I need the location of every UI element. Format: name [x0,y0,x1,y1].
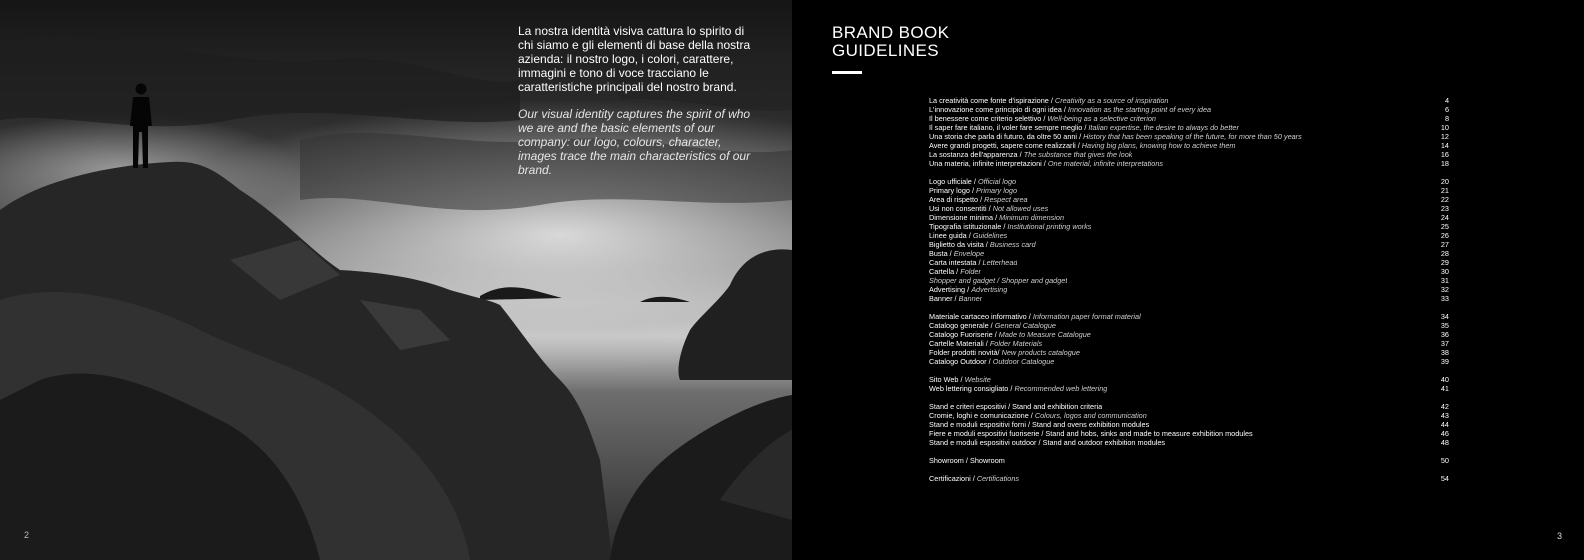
toc-entry-page-number: 34 [1440,312,1449,321]
intro-italian: La nostra identità visiva cattura lo spirito di chi siamo e gli elementi di base della nostra azienda: il nostro logo, i colori, carattere, immagini e tono di voce tracciano le caratteristiche principali del nostro brand. [518,24,751,94]
toc-entry-english: Folder [960,267,981,276]
toc-entry-english: Letterhead [982,258,1018,267]
toc-entry-italian: Una storia che parla di futuro, da oltre 50 anni / [929,132,1084,141]
toc-entry-english: Certifications [976,474,1020,483]
toc-entry[interactable] [929,420,1449,429]
toc-entry-italian: Catalogo generale / [929,321,995,330]
toc-entry[interactable] [929,132,1449,141]
toc-entry-italian: Avere grandi progetti, sapere come realizzarli / [929,141,1082,150]
title-line-2: GUIDELINES [832,41,939,60]
toc-entry[interactable] [929,267,1449,276]
toc-entry[interactable] [929,429,1449,438]
toc-entry[interactable] [929,195,1449,204]
toc-entry-page-number: 37 [1440,339,1449,348]
toc-entry-page-number: 43 [1440,411,1449,420]
toc-entry-english: Minimum dimension [999,213,1065,222]
toc-entry-english: Having big plans, knowing how to achieve them [1081,141,1236,150]
toc-entry-label [929,249,984,258]
toc-group [929,96,1449,168]
toc-entry-page-number: 38 [1440,348,1449,357]
toc-entry[interactable] [929,177,1449,186]
toc-entry-italian: Sito Web / [929,375,965,384]
toc-entry-label [929,204,1048,213]
toc-entry[interactable] [929,402,1449,411]
toc-entry-label [929,114,1156,123]
toc-entry-english: Primary logo [976,186,1018,195]
toc-entry-english: Institutional printing works [1007,222,1092,231]
toc-entry-english: Recommended web lettering [1014,384,1108,393]
toc-entry-italian: Catalogo Outdoor / [929,357,993,366]
toc-entry-english: New products catalogue [1001,348,1080,357]
toc-entry-label [929,258,1017,267]
toc-entry-label [929,195,1028,204]
toc-entry-page-number: 23 [1440,204,1449,213]
intro-text-block [518,24,758,190]
toc-entry-page-number: 41 [1440,384,1449,393]
toc-entry-page-number: 24 [1440,213,1449,222]
toc-entry-label [929,186,1017,195]
toc-entry-italian: La sostanza dell'apparenza / [929,150,1024,159]
table-of-contents [929,96,1449,492]
toc-entry[interactable] [929,321,1449,330]
toc-entry-page-number: 31 [1440,276,1449,285]
toc-entry[interactable] [929,330,1449,339]
toc-entry-label [929,177,1016,186]
toc-entry-page-number: 18 [1440,159,1449,168]
toc-entry-english: The substance that gives the look [1023,150,1133,159]
toc-entry-english: General Catalogue [994,321,1056,330]
toc-entry-label [929,411,1147,420]
toc-entry-label [929,321,1056,330]
toc-entry-italian: Cromie, loghi e comunicazione / [929,411,1035,420]
toc-entry-label [929,429,1253,438]
toc-entry-page-number: 28 [1440,249,1449,258]
toc-entry[interactable] [929,258,1449,267]
toc-entry-english: Information paper format material [1032,312,1141,321]
toc-entry-label [929,375,991,384]
toc-entry-label [929,240,1036,249]
toc-entry-page-number: 40 [1440,375,1449,384]
toc-entry[interactable] [929,222,1449,231]
title-underline [832,71,862,74]
toc-entry-page-number: 35 [1440,321,1449,330]
toc-entry-page-number: 21 [1440,186,1449,195]
toc-entry-label [929,402,1102,411]
toc-entry-page-number: 33 [1440,294,1449,303]
toc-entry-english: Banner [958,294,983,303]
toc-entry-italian: Materiale cartaceo informativo / [929,312,1033,321]
toc-entry-label [929,123,1239,132]
toc-entry-italian: Una materia, infinite interpretazioni / [929,159,1048,168]
toc-entry-italian: Advertising / [929,285,972,294]
toc-entry[interactable] [929,357,1449,366]
toc-entry[interactable] [929,474,1449,483]
toc-entry-page-number: 25 [1440,222,1449,231]
toc-entry-label [929,384,1107,393]
toc-entry-label [929,339,1042,348]
toc-entry-english: Colours, logos and communication [1034,411,1147,420]
toc-entry-label [929,438,1165,447]
toc-entry-italian: Web lettering consigliato / [929,384,1015,393]
toc-entry[interactable] [929,249,1449,258]
toc-entry-english: Folder Materials [989,339,1043,348]
toc-entry[interactable] [929,159,1449,168]
toc-entry-english: Creativity as a source of inspiration [1054,96,1169,105]
toc-entry-label [929,420,1149,429]
toc-entry-italian: L'innovazione come principio di ogni idea / [929,105,1068,114]
page-title [832,24,949,60]
toc-entry-label [929,231,1007,240]
toc-entry-italian: La creatività come fonte d'ispirazione / [929,96,1055,105]
toc-entry-page-number: 22 [1440,195,1449,204]
toc-entry[interactable] [929,411,1449,420]
toc-entry-english: Made to Measure Catalogue [998,330,1091,339]
toc-entry-label [929,312,1141,321]
toc-entry-page-number: 42 [1440,402,1449,411]
toc-entry[interactable] [929,204,1449,213]
toc-entry[interactable] [929,384,1449,393]
toc-entry-page-number: 4 [1444,96,1449,105]
toc-entry-label [929,105,1211,114]
toc-entry-italian: Il saper fare italiano, il voler fare sempre meglio / [929,123,1089,132]
toc-entry[interactable] [929,285,1449,294]
toc-entry-label [929,276,1067,285]
page-number-left: 2 [24,530,30,540]
toc-entry-italian: Fiere e moduli espositivi fuoriserie / Stand and hobs, sinks and made to measure exhibition modules [929,429,1253,438]
toc-entry-english: History that has been speaking of the future, for more than 50 years [1083,132,1302,141]
toc-entry[interactable] [929,240,1449,249]
toc-entry[interactable] [929,339,1449,348]
toc-entry-english: Guidelines [972,231,1008,240]
toc-entry-italian: Primary logo / [929,186,977,195]
toc-entry-italian: Area di rispetto / [929,195,985,204]
toc-entry-page-number: 32 [1440,285,1449,294]
toc-entry-italian: Stand e criteri espositivi / Stand and exhibition criteria [929,402,1103,411]
toc-entry-label [929,456,1005,465]
toc-entry-english: Shopper and gadget / Shopper and gadget [929,276,1068,285]
toc-entry-italian: Stand e moduli espositivi forni / Stand and ovens exhibition modules [929,420,1150,429]
title-line-1: BRAND BOOK [832,23,950,42]
toc-entry-italian: Folder prodotti novità/ [929,348,1002,357]
table-of-contents-page [792,0,1584,560]
toc-entry[interactable] [929,438,1449,447]
toc-entry[interactable] [929,276,1449,285]
toc-group [929,375,1449,393]
toc-entry-italian: Dimensione minima / [929,213,1000,222]
toc-entry-label [929,474,1019,483]
toc-entry[interactable] [929,123,1449,132]
toc-entry-page-number: 46 [1440,429,1449,438]
toc-entry-page-number: 36 [1440,330,1449,339]
toc-entry[interactable] [929,348,1449,357]
toc-entry-italian: Carta intestata / [929,258,983,267]
toc-entry[interactable] [929,141,1449,150]
toc-entry-english: One material, infinite interpretations [1047,159,1164,168]
toc-entry-page-number: 39 [1440,357,1449,366]
toc-entry-page-number: 29 [1440,258,1449,267]
toc-entry-italian: Tipografia istituzionale / [929,222,1008,231]
toc-entry-page-number: 20 [1440,177,1449,186]
toc-entry[interactable] [929,186,1449,195]
toc-entry-italian: Cartella / [929,267,961,276]
toc-entry[interactable] [929,96,1449,105]
toc-group [929,474,1449,483]
toc-entry-italian: Showroom / Showroom [929,456,1005,465]
toc-entry-label [929,213,1064,222]
toc-entry-english: Respect area [984,195,1028,204]
toc-entry-label [929,159,1163,168]
toc-entry-label [929,222,1091,231]
toc-entry-label [929,357,1054,366]
toc-entry-label [929,96,1168,105]
toc-entry[interactable] [929,312,1449,321]
toc-entry-italian: Stand e moduli espositivi outdoor / Stand and outdoor exhibition modules [929,438,1166,447]
toc-entry-italian: Banner / [929,294,959,303]
toc-entry-page-number: 27 [1440,240,1449,249]
toc-group [929,312,1449,366]
intro-english: Our visual identity captures the spirit of who we are and the basic elements of our company: our logo, colours, character, images trace the main characteristics of our brand. [518,107,751,177]
toc-entry-italian: Certificazioni / [929,474,977,483]
toc-entry-page-number: 12 [1440,132,1449,141]
toc-entry-italian: Linee guida / [929,231,973,240]
toc-group [929,402,1449,447]
toc-entry-italian: Catalogo Fuoriserie / [929,330,999,339]
toc-entry-page-number: 10 [1440,123,1449,132]
toc-entry-english: Envelope [953,249,985,258]
toc-entry-english: Not allowed uses [992,204,1049,213]
toc-entry-italian: Biglietto da visita / [929,240,990,249]
toc-entry-english: Outdoor Catalogue [992,357,1055,366]
toc-entry-label [929,294,982,303]
toc-entry-label [929,285,1007,294]
toc-entry-english: Official logo [977,177,1017,186]
toc-entry-page-number: 54 [1440,474,1449,483]
toc-entry-page-number: 48 [1440,438,1449,447]
toc-entry-page-number: 14 [1440,141,1449,150]
toc-entry-page-number: 8 [1444,114,1449,123]
toc-entry-english: Business card [989,240,1036,249]
toc-entry-label [929,141,1236,150]
toc-entry[interactable] [929,114,1449,123]
toc-entry-label [929,267,981,276]
toc-group [929,456,1449,465]
toc-entry-page-number: 50 [1440,456,1449,465]
toc-entry-english: Website [964,375,991,384]
toc-entry-english: Well-being as a selective criterion [1047,114,1156,123]
page-number-right: 3 [1556,531,1562,541]
toc-entry-page-number: 6 [1444,105,1449,114]
toc-entry[interactable] [929,213,1449,222]
toc-entry-label [929,348,1080,357]
toc-entry-italian: Usi non consentiti / [929,204,993,213]
toc-group [929,177,1449,303]
toc-entry-label [929,150,1132,159]
toc-entry[interactable] [929,150,1449,159]
toc-entry-label [929,330,1091,339]
toc-entry-italian: Busta / [929,249,954,258]
toc-entry-label [929,132,1302,141]
toc-entry[interactable] [929,231,1449,240]
toc-entry[interactable] [929,375,1449,384]
toc-entry-page-number: 26 [1440,231,1449,240]
toc-entry-page-number: 30 [1440,267,1449,276]
toc-entry-english: Innovation as the starting point of every idea [1067,105,1212,114]
toc-entry[interactable] [929,105,1449,114]
toc-entry[interactable] [929,294,1449,303]
toc-entry-english: Italian expertise, the desire to always do better [1088,123,1239,132]
toc-entry-italian: Cartelle Materiali / [929,339,990,348]
toc-entry-page-number: 16 [1440,150,1449,159]
toc-entry-page-number: 44 [1440,420,1449,429]
toc-entry-italian: Logo ufficiale / [929,177,978,186]
toc-entry-english: Advertising [971,285,1008,294]
toc-entry-italian: Il benessere come criterio selettivo / [929,114,1048,123]
toc-entry[interactable] [929,456,1449,465]
